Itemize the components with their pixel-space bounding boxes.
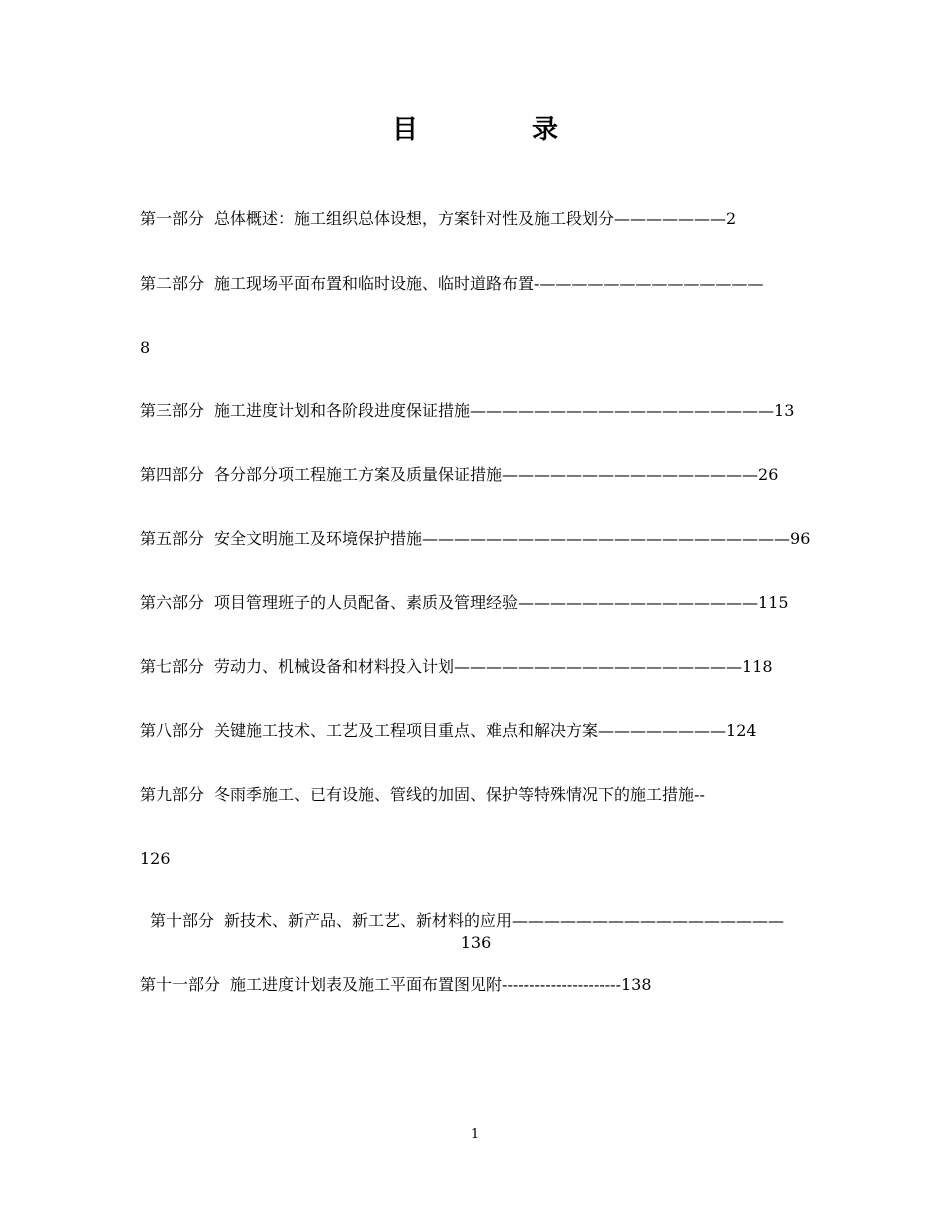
toc-leader: ———————————————————————	[422, 529, 791, 548]
toc-leader: —————————————————	[512, 911, 785, 930]
toc-entry-title: 项目管理班子的人员配备、素质及管理经验	[214, 593, 519, 612]
toc-part-label: 第一部分	[140, 209, 205, 228]
toc-entry-title: 各分部分项工程施工方案及质量保证措施	[214, 465, 503, 484]
toc-entry-title: 新技术、新产品、新工艺、新材料的应用	[224, 911, 513, 930]
toc-page-number: 8	[140, 338, 151, 357]
toc-entry-title: 劳动力、机械设备和材料投入计划	[214, 657, 455, 676]
toc-part-label: 第三部分	[140, 401, 205, 420]
toc-part-label: 第五部分	[140, 529, 205, 548]
toc-leader: ———————————————————	[470, 401, 775, 420]
toc-part-label: 第二部分	[140, 274, 205, 293]
toc-title: 目 录	[391, 115, 602, 145]
toc-entry	[150, 910, 812, 932]
toc-entry	[140, 592, 812, 614]
toc-entry-title: 关键施工技术、工艺及工程项目重点、难点和解决方案	[214, 721, 599, 740]
toc-entry	[140, 656, 812, 678]
toc-leader: ———————————————	[518, 593, 759, 612]
toc-entry-title: 总体概述：施工组织总体设想，方案针对性及施工段划分	[214, 209, 615, 228]
toc-page-number: 136	[460, 933, 492, 952]
toc-part-label: 第十一部分	[140, 975, 221, 994]
toc-entry-title: 安全文明施工及环境保护措施	[214, 529, 423, 548]
toc-page-number: 115	[758, 593, 789, 612]
toc-entry	[140, 974, 812, 996]
toc-entry	[140, 273, 812, 295]
toc-part-label: 第七部分	[140, 657, 205, 676]
toc-page-number: 13	[774, 401, 795, 420]
toc-page-number: 126	[140, 849, 171, 868]
toc-leader: ————————	[598, 721, 727, 740]
toc-page-number: 96	[790, 529, 811, 548]
page-footer-number: 1	[470, 1127, 480, 1142]
toc-part-label: 第八部分	[140, 721, 205, 740]
toc-entry-title: 施工现场平面布置和临时设施、临时道路布置	[214, 274, 535, 293]
toc-entry-title: 冬雨季施工、已有设施、管线的加固、保护等特殊情况下的施工措施	[214, 785, 695, 804]
toc-leader: ———————	[614, 209, 727, 228]
toc-part-label: 第十部分	[150, 911, 215, 930]
toc-leader: --	[694, 785, 705, 804]
toc-leader: ————————————————	[502, 465, 759, 484]
toc-page-number: 138	[620, 975, 652, 994]
toc-page-number: 118	[742, 657, 773, 676]
toc-entry	[140, 208, 812, 230]
toc-entry	[140, 400, 812, 422]
toc-entry	[140, 528, 812, 550]
toc-page-number: 2	[726, 209, 737, 228]
toc-entry	[140, 720, 812, 742]
toc-leader: ——————————————————	[454, 657, 743, 676]
toc-entry	[140, 784, 812, 806]
toc-entry-title: 施工进度计划表及施工平面布置图见附	[230, 975, 503, 994]
toc-leader: ----------------------	[502, 975, 621, 994]
toc-part-label: 第四部分	[140, 465, 205, 484]
toc-page-number: 26	[758, 465, 779, 484]
toc-page-number: 124	[726, 721, 757, 740]
toc-part-label: 第九部分	[140, 785, 205, 804]
toc-part-label: 第六部分	[140, 593, 205, 612]
toc-entry	[140, 464, 812, 486]
toc-entry-title: 施工进度计划和各阶段进度保证措施	[214, 401, 471, 420]
toc-leader: -——————————————	[534, 274, 764, 293]
